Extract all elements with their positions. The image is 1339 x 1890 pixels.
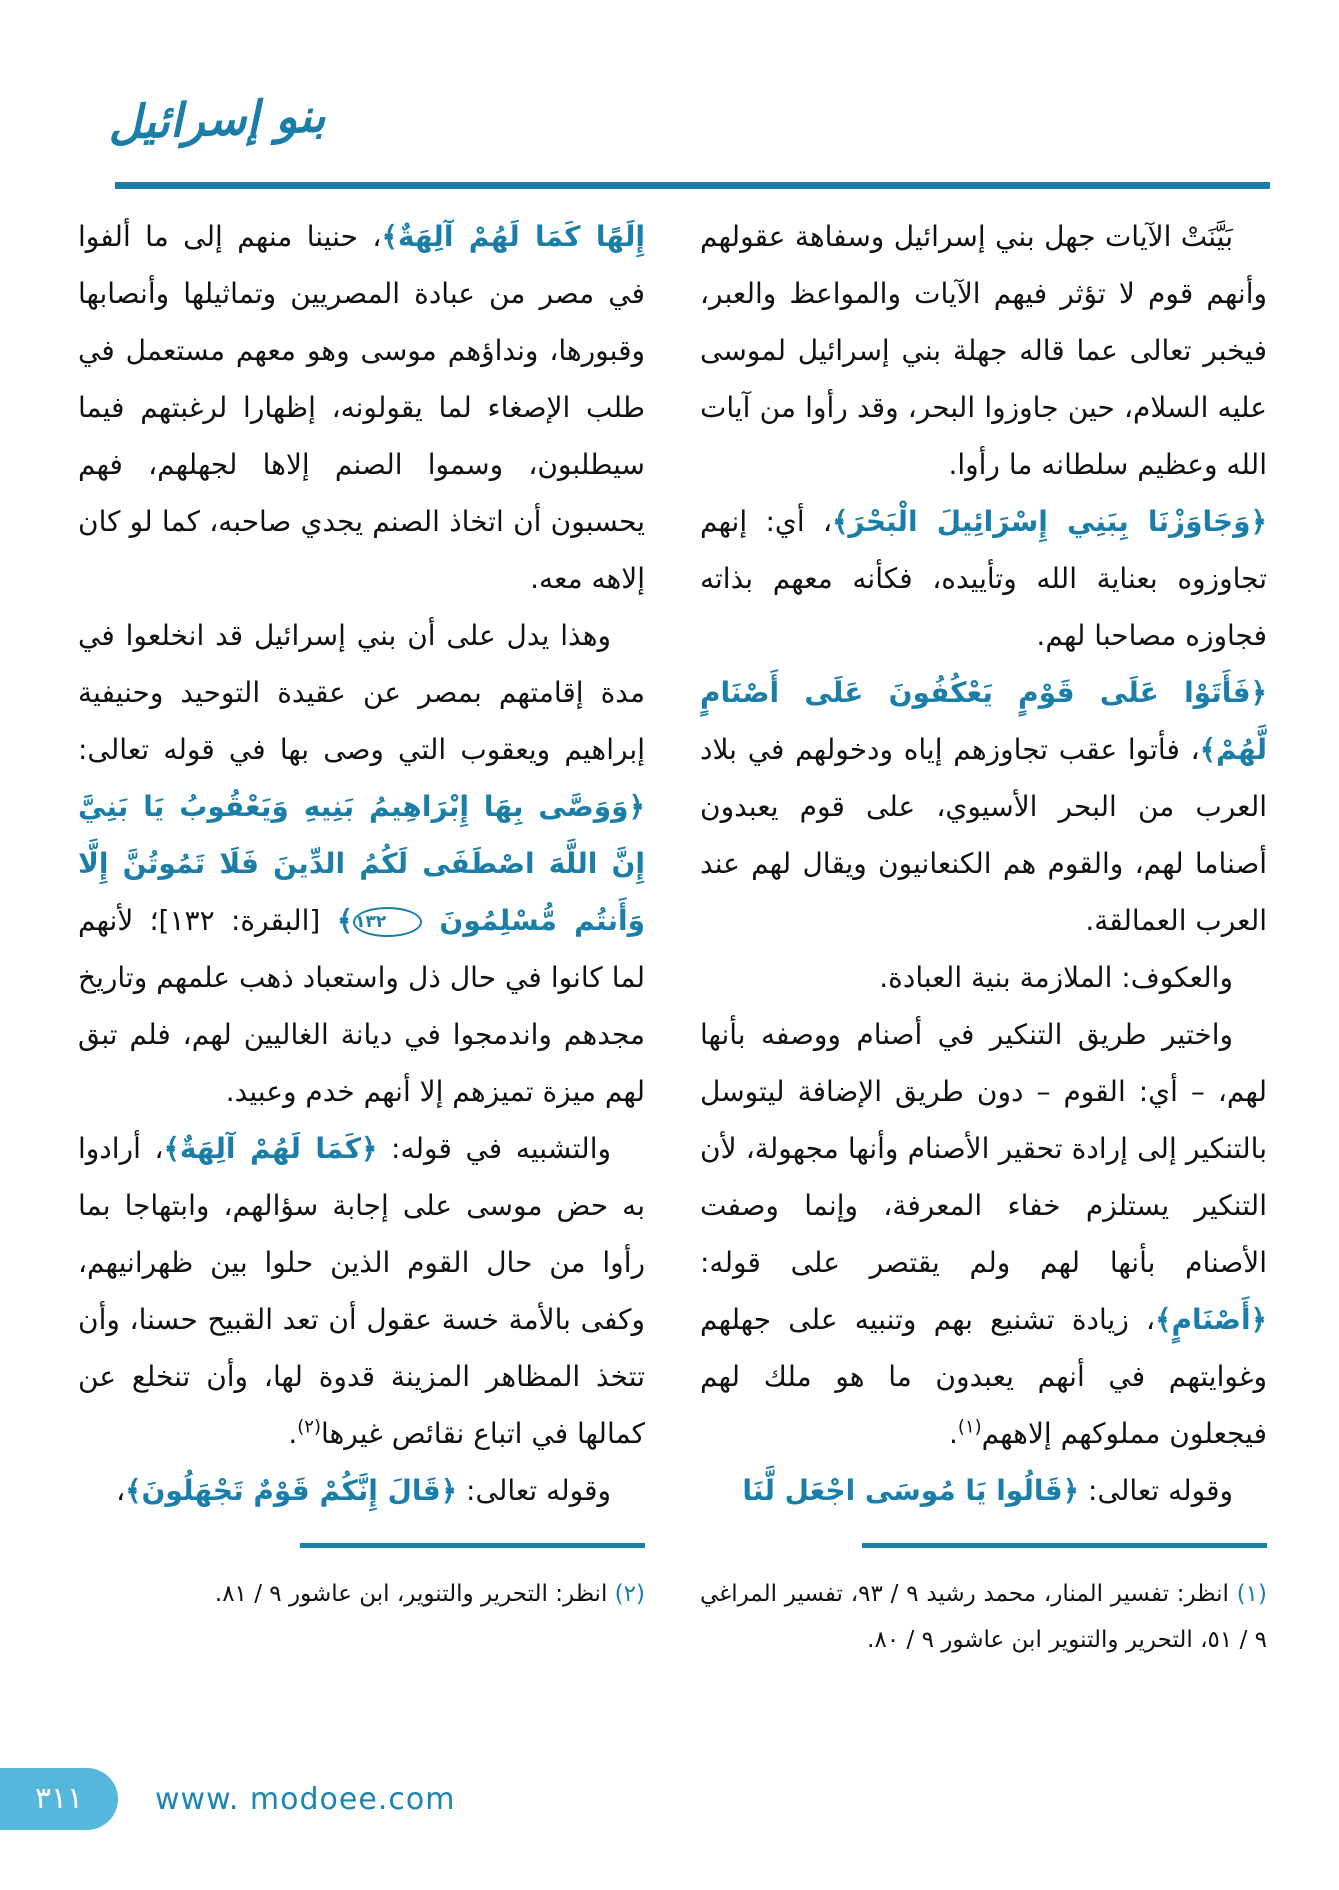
paragraph xyxy=(78,208,645,607)
quran-verse: ﴿وَجَاوَزْنَا بِبَنِي إِسْرَائِيلَ الْبَحْرَ﴾ xyxy=(832,505,1267,538)
body-text: والعكوف: الملازمة بنية العبادة. xyxy=(879,961,1233,994)
footnote xyxy=(78,1571,645,1617)
right-column xyxy=(700,208,1267,1686)
surah-reference: [البقرة: ١٣٢]؛ xyxy=(133,904,337,937)
quran-verse: ﴿قَالَ إِنَّكُمْ قَوْمٌ تَجْهَلُونَ﴾ xyxy=(125,1474,458,1507)
page-number: ٣١١ xyxy=(34,1781,84,1816)
website-url: www. modoee.com xyxy=(155,1782,456,1817)
paragraph xyxy=(700,1462,1267,1519)
body-text: . xyxy=(288,1417,298,1450)
footnote-separator xyxy=(300,1543,645,1548)
paragraph xyxy=(78,607,645,1120)
footnote-reference: (١) xyxy=(957,1416,982,1438)
quran-verse: ﴿وَوَصَّى بِهَا إِبْرَاهِيمُ بَنِيهِ وَيَعْقُوبُ يَا بَنِيَّ إِنَّ اللَّهَ اصْطَفَى لَكُمُ الدِّينَ فَلَا تَمُوتُنَّ إِلَّا وَأَنتُم مُّسْلِمُونَ xyxy=(78,790,645,937)
footnote-marker: (٢) xyxy=(614,1581,645,1607)
paragraph xyxy=(700,664,1267,949)
verse-number-ornament: ١٣٢ xyxy=(353,907,422,937)
footnote-marker: (١) xyxy=(1236,1581,1267,1607)
paragraph xyxy=(700,1006,1267,1462)
quran-verse: ﴿أَصْنَامٍ﴾ xyxy=(1155,1303,1267,1336)
body-text: . xyxy=(949,1417,958,1450)
footnote xyxy=(700,1571,1267,1663)
body-text: وقوله تعالى: xyxy=(457,1474,611,1507)
paragraph xyxy=(78,1120,645,1462)
body-text: ، فأتوا عقب تجاوزهم إياه ودخولهم في بلاد العرب من البحر الأسيوي، على قوم يعبدون أصناما لهم، والقوم هم الكنعانيون ويقال لهم عند العرب العمالقة. xyxy=(700,733,1267,937)
quran-verse: ﴿فَأَتَوْا عَلَى قَوْمٍ يَعْكُفُونَ عَلَى أَصْنَامٍ لَّهُمْ﴾ xyxy=(700,676,1267,766)
page-number-badge xyxy=(0,1768,118,1830)
quran-verse: إِلَهًا كَمَا لَهُمْ آلِهَةٌ﴾ xyxy=(381,220,645,253)
quran-verse: ﴿قَالُوا يَا مُوسَى اجْعَل لَّنَا xyxy=(742,1474,1080,1507)
body-text: وقوله تعالى: xyxy=(1079,1474,1233,1507)
paragraph xyxy=(700,949,1267,1006)
body-text: ، xyxy=(116,1474,126,1507)
body-text: وهذا يدل على أن بني إسرائيل قد انخلعوا في مدة إقامتهم بمصر عن عقيدة التوحيد وحنيفية إبراهيم ويعقوب التي وصى بها في قوله تعالى: xyxy=(78,619,645,766)
quran-verse: ﴿كَمَا لَهُمْ آلِهَةٌ﴾ xyxy=(163,1132,378,1165)
body-text: ، زيادة تشنيع بهم وتنبيه على جهلهم وغوايتهم في أنهم يعبدون ما هو ملك لهم فيجعلون مملوكهم إلاههم xyxy=(700,1303,1267,1450)
body-text: لأنهم لما كانوا في حال ذل واستعباد ذهب علمهم وتاريخ مجدهم واندمجوا في ديانة الغاليين لهم، فلم تبق لهم ميزة تميزهم إلا أنهم خدم وعبيد. xyxy=(78,904,645,1108)
header-rule xyxy=(115,182,1270,189)
chapter-title-calligraphy: بنو إسرائيل xyxy=(107,88,327,150)
quran-verse-close: ﴾ xyxy=(336,904,354,937)
left-column xyxy=(78,208,645,1640)
body-text: ، حنينا منهم إلى ما ألفوا في مصر من عبادة المصريين وتماثيلها وأنصابها وقبورها، ونداؤهم موسى وهو معهم مستعمل في طلب الإصغاء لما يقولونه، إظهارا لرغبتهم فيما سيطلبون، وسموا الصنم إلاها لجهلهم، فهم يحسبون أن اتخاذ الصنم يجدي صاحبه، كما لو كان إلاهه معه. xyxy=(78,220,645,595)
body-text: والتشبيه في قوله: xyxy=(377,1132,611,1165)
paragraph xyxy=(78,1462,645,1519)
footnote-reference: (٢) xyxy=(297,1416,321,1438)
footnote-text: انظر: تفسير المنار، محمد رشيد ٩ / ٩٣، تفسير المراغي ٩ / ٥١، التحرير والتنوير ابن عاشور ٩ / ٨٠. xyxy=(700,1581,1267,1653)
body-text: واختير طريق التنكير في أصنام ووصفه بأنها لهم، – أي: القوم – دون طريق الإضافة ليتوسل بالتنكير إلى إرادة تحقير الأصنام وأنها مجهولة، لأن التنكير يستلزم خفاء المعرفة، وإنما وصفت الأصنام بأنها لهم ولم يقتصر على قوله: xyxy=(700,1018,1267,1279)
body-text: بَيَّنَتْ الآيات جهل بني إسرائيل وسفاهة عقولهم وأنهم قوم لا تؤثر فيهم الآيات والمواعظ والعبر، فيخبر تعالى عما قاله جهلة بني إسرائيل لموسى عليه السلام، حين جاوزوا البحر، وقد رأوا من آيات الله وعظيم سلطانه ما رأوا. xyxy=(700,220,1267,481)
body-text: ، أي: إنهم تجاوزوه بعناية الله وتأييده، فكأنه معهم بذاته فجاوزه مصاحبا لهم. xyxy=(700,505,1267,652)
paragraph xyxy=(700,493,1267,664)
body-text: ، أرادوا به حض موسى على إجابة سؤالهم، وابتهاجا بما رأوا من حال القوم الذين حلوا بين ظهرانيهم، وكفى بالأمة خسة عقول أن تعد القبيح حسنا، وأن تتخذ المظاهر المزينة قدوة لها، وأن تنخلع عن كمالها في اتباع نقائص غيرها xyxy=(78,1132,645,1450)
footnote-separator xyxy=(862,1543,1267,1548)
footnote-text: انظر: التحرير والتنوير، ابن عاشور ٩ / ٨١. xyxy=(214,1581,615,1607)
paragraph xyxy=(700,208,1267,493)
